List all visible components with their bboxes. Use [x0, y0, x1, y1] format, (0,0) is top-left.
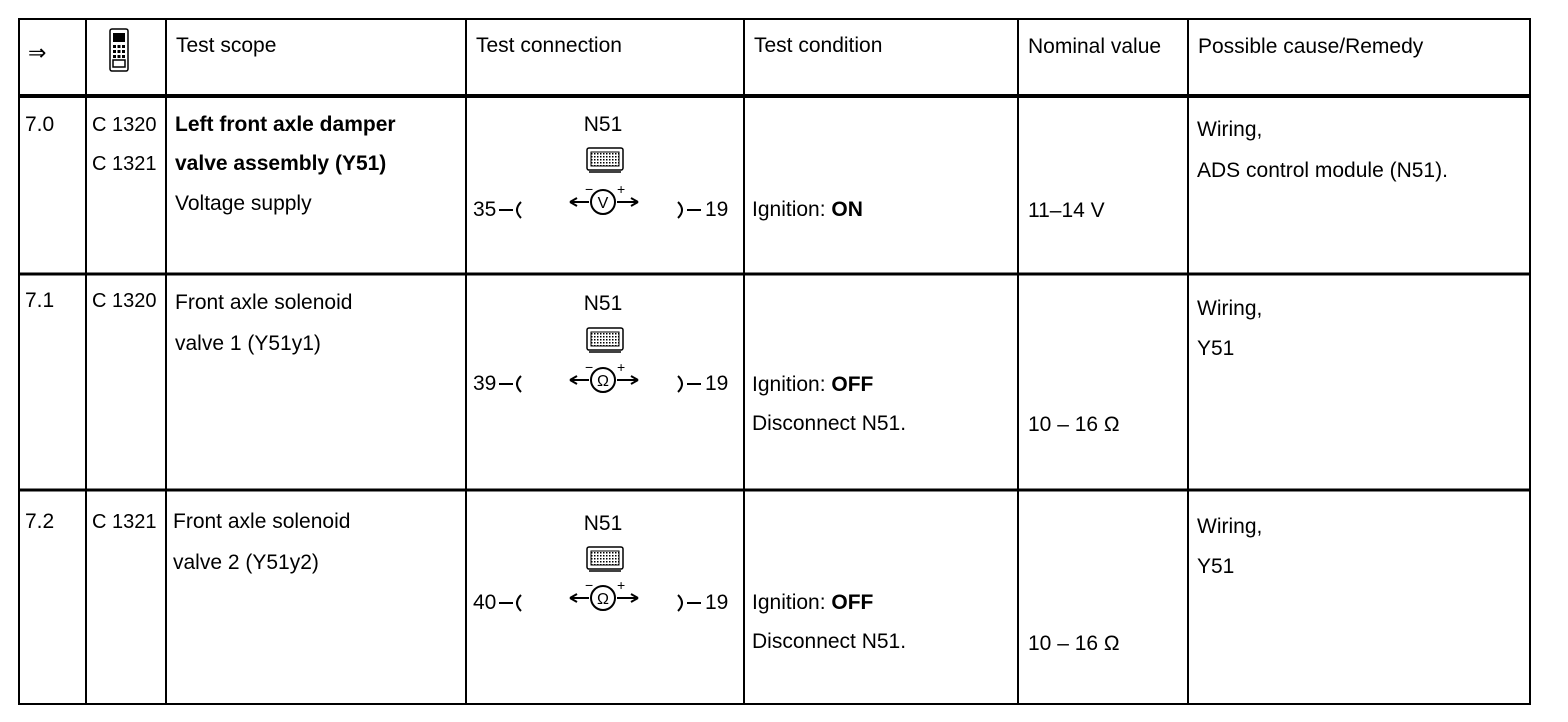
header-test-scope: Test scope — [176, 34, 277, 57]
pin-right: 19 — [705, 198, 729, 221]
scope-detail: Front axle solenoid — [175, 291, 353, 314]
table-row — [25, 113, 1448, 222]
control-module-icon — [587, 148, 623, 172]
header-nominal-value: Nominal value — [1028, 35, 1162, 58]
control-module-icon — [587, 328, 623, 352]
meter-plus: + — [617, 577, 626, 593]
condition-line: Ignition: ON — [752, 198, 863, 221]
step-number: 7.2 — [25, 510, 55, 533]
pin-left: 40 — [473, 591, 497, 614]
remedy-line: Wiring, — [1197, 515, 1263, 538]
meter-minus: − — [585, 577, 594, 593]
condition-line: Ignition: OFF — [752, 591, 874, 614]
fault-code: C 1321 — [92, 153, 157, 175]
meter-symbol: Ω — [597, 373, 609, 390]
connection-diagram — [473, 292, 728, 395]
nominal-value: 10 – 16 Ω — [1028, 413, 1120, 436]
condition-line: Disconnect N51. — [752, 412, 907, 435]
header-arrow: ⇒ — [28, 40, 47, 65]
condition-line: Disconnect N51. — [752, 630, 907, 653]
pin-right: 19 — [705, 591, 729, 614]
condition-line: Ignition: OFF — [752, 373, 874, 396]
test-lead-right — [678, 376, 701, 392]
scope-detail: Front axle solenoid — [173, 510, 351, 533]
header-remedy: Possible cause/Remedy — [1198, 35, 1424, 58]
test-lead-left — [499, 202, 521, 218]
meter-symbol: Ω — [597, 591, 609, 608]
test-lead-right — [678, 595, 701, 611]
pin-left: 39 — [473, 372, 497, 395]
meter-minus: − — [585, 181, 594, 197]
connection-diagram — [473, 512, 728, 614]
header-test-condition: Test condition — [754, 34, 883, 57]
table-header — [28, 29, 1424, 71]
nominal-value: 11–14 V — [1028, 199, 1105, 222]
remedy-line: Y51 — [1197, 555, 1235, 578]
module-label: N51 — [583, 113, 623, 136]
nominal-value: 10 – 16 Ω — [1028, 632, 1120, 655]
remedy-line: ADS control module (N51). — [1197, 159, 1448, 182]
scope-title: valve assembly (Y51) — [175, 152, 387, 175]
module-label: N51 — [583, 292, 623, 315]
step-number: 7.0 — [25, 113, 55, 136]
remedy-line: Wiring, — [1197, 297, 1263, 320]
control-module-icon — [587, 547, 623, 571]
test-lead-left — [499, 595, 521, 611]
fault-code: C 1321 — [92, 511, 157, 533]
scope-detail: Voltage supply — [175, 192, 312, 215]
scope-title: Left front axle damper — [175, 113, 396, 136]
scope-detail: valve 2 (Y51y2) — [173, 551, 319, 574]
header-test-connection: Test connection — [476, 34, 622, 57]
fault-code: C 1320 — [92, 290, 157, 312]
diagnostic-tester-icon — [110, 29, 128, 71]
fault-code: C 1320 — [92, 114, 157, 136]
remedy-line: Wiring, — [1197, 118, 1263, 141]
meter-plus: + — [617, 181, 626, 197]
meter-symbol: V — [597, 195, 609, 212]
test-lead-right — [678, 202, 701, 218]
pin-left: 35 — [473, 198, 497, 221]
scope-detail: valve 1 (Y51y1) — [175, 332, 321, 355]
meter-minus: − — [585, 359, 594, 375]
table-row — [25, 289, 1262, 436]
remedy-line: Y51 — [1197, 337, 1235, 360]
module-label: N51 — [583, 512, 623, 535]
connection-diagram — [473, 113, 728, 221]
meter-plus: + — [617, 359, 626, 375]
pin-right: 19 — [705, 372, 729, 395]
step-number: 7.1 — [25, 289, 55, 312]
test-lead-left — [499, 376, 521, 392]
table-row — [25, 510, 1262, 655]
